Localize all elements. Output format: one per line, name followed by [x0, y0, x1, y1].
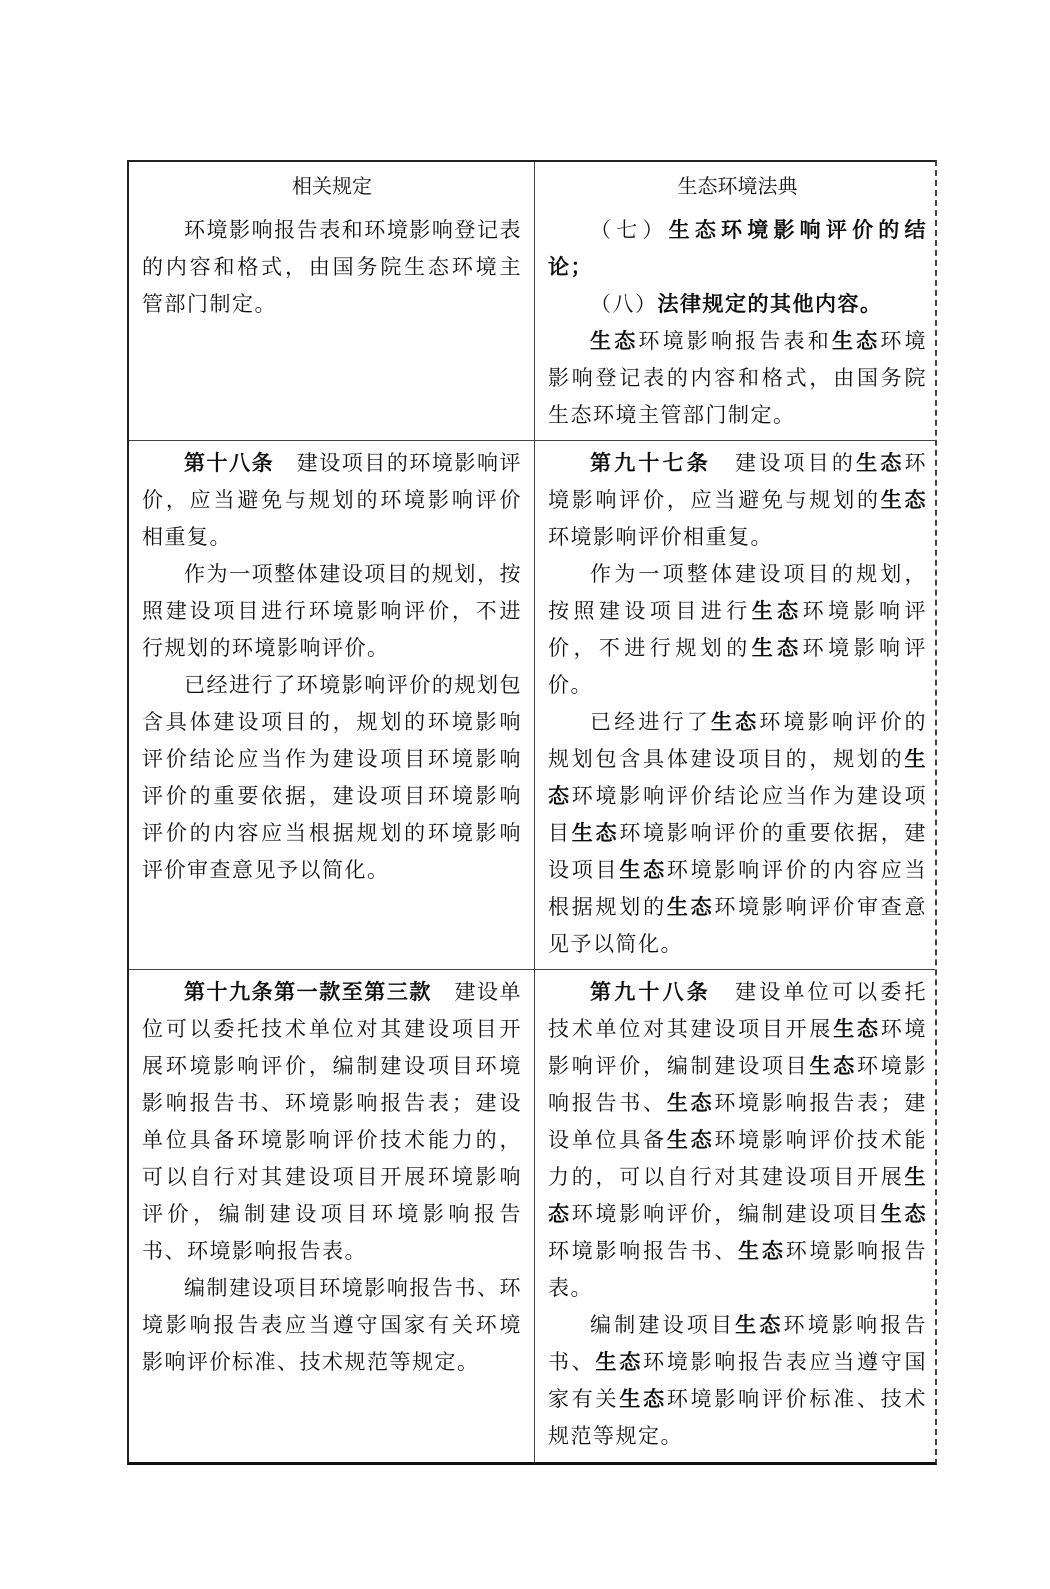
text: 环境影响登记表的内容和格式，由国务院生态环境主管部门制定。	[548, 329, 928, 427]
bold-text: 生态	[571, 821, 620, 845]
paragraph	[548, 323, 927, 434]
text: （八）	[590, 292, 658, 316]
bold-text: 第九十八条	[590, 980, 711, 1004]
bold-text: 生态	[710, 710, 760, 734]
text: 环境影响报告书、	[548, 1239, 739, 1263]
text: 环境影响评价，编制建设项目	[571, 1202, 881, 1226]
text: 已经进行了	[590, 710, 711, 734]
paragraph	[548, 212, 927, 286]
bold-text: 生态	[590, 329, 639, 353]
table-header-row	[129, 162, 935, 208]
text: 环境影响报告书、	[548, 1054, 928, 1115]
related-provisions-cell	[129, 208, 534, 440]
text: 环境影响评价的内容应当根据规划的	[548, 858, 928, 919]
text: 环境影响评价，编制建设项目	[548, 1017, 928, 1078]
text: 环境影响评价，应当避免与规划的	[548, 451, 928, 512]
text: 环境影响报告表；建设单位具备	[548, 1091, 928, 1152]
table-row	[129, 969, 935, 1462]
paragraph	[548, 445, 927, 556]
paragraph	[142, 667, 522, 889]
text: 环境影响报告表。	[548, 1239, 928, 1300]
text: 环境影响评价结论应当作为建设项目	[548, 784, 928, 845]
comparison-table	[127, 160, 937, 1465]
text: 建设单位可以委托技术单位对其建设项目开展	[548, 980, 928, 1041]
paragraph	[548, 286, 927, 323]
eco-env-code-cell	[534, 970, 939, 1462]
text: 建设单位可以委托技术单位对其建设项目开展环境影响评价，编制建设项目环境影响报告书、环境影响报告表；建设单位具备环境影响评价技术能力的，可以自行对其建设项目开展环境影响评价，编制建设项目环境影响报告书、环境影响报告表。	[142, 980, 523, 1263]
text: 环境影响评价的重要依据，建设项目	[548, 821, 928, 882]
table-row	[129, 440, 935, 969]
related-provisions-cell	[129, 441, 534, 969]
bold-text: 生态	[666, 895, 715, 919]
bold-text: 生态	[548, 747, 927, 808]
bold-text: 生态	[856, 451, 905, 475]
bold-text: 生态	[751, 636, 803, 660]
bold-text: 第九十七条	[590, 451, 711, 475]
bold-text: 生态	[735, 1313, 784, 1337]
text: 环境影响报告表应当遵守国家有关	[548, 1350, 928, 1411]
bold-text: 法律规定的其他内容。	[657, 292, 883, 316]
text: 建设项目的	[710, 451, 857, 475]
bold-text: 生态	[619, 858, 667, 882]
bold-text: 生态	[666, 1091, 715, 1115]
text: 环境影响评价相重复。	[548, 525, 773, 549]
text: 建设项目的环境影响评价，应当避免与规划的环境影响评价相重复。	[142, 451, 523, 549]
paragraph	[142, 445, 522, 556]
paragraph	[142, 974, 522, 1270]
bold-text: 生态	[833, 1017, 881, 1041]
text: 环境影响评价的规划包含具体建设项目的，规划的	[548, 710, 928, 771]
text: 环境影响评价。	[548, 636, 928, 697]
paragraph	[142, 1270, 522, 1381]
eco-env-code-cell	[534, 208, 939, 440]
table-body	[129, 208, 935, 1462]
text: 已经进行了环境影响评价的规划包含具体建设项目的，规划的环境影响评价结论应当作为建设项目环境影响评价的重要依据，建设项目环境影响评价的内容应当根据规划的环境影响评价审查意见予以简化。	[142, 673, 522, 882]
bold-text: 生态	[738, 1239, 786, 1263]
bold-text: 生态	[880, 1202, 928, 1226]
text: 编制建设项目	[590, 1313, 736, 1337]
bold-text: 生态环境影响评价的结论；	[548, 218, 927, 279]
related-provisions-cell	[129, 970, 534, 1462]
bold-text: 生态	[880, 488, 928, 512]
paragraph	[548, 556, 927, 704]
paragraph	[548, 1307, 927, 1455]
bold-text: 第十八条	[184, 451, 275, 475]
paragraph	[548, 704, 927, 963]
text: 作为一项整体建设项目的规划，按照建设项目进行环境影响评价，不进行规划的环境影响评价。	[142, 562, 522, 660]
text: 作为一项整体建设项目的规划，按照建设项目进行	[548, 562, 927, 623]
bold-text: 生态	[809, 1054, 857, 1078]
header-eco-env-code: 生态环境法典	[534, 162, 939, 208]
text: 编制建设项目环境影响报告书、环境影响报告表应当遵守国家有关环境影响评价标准、技术规范等规定。	[142, 1276, 522, 1374]
table-row	[129, 208, 935, 440]
header-related-provisions: 相关规定	[292, 173, 372, 198]
bold-text: 生态	[751, 599, 803, 623]
paragraph	[548, 974, 927, 1307]
paragraph	[142, 212, 522, 323]
text: 环境影响报告表和	[638, 329, 832, 353]
bold-text: 第十九条第一款至第三款	[184, 980, 432, 1004]
text: 环境影响评价技术能力的，可以自行对其建设项目开展	[548, 1128, 928, 1189]
text: 环境影响评价审查意见予以简化。	[548, 895, 928, 956]
text: （七）	[590, 218, 669, 242]
bold-text: 生态	[619, 1387, 667, 1411]
paragraph	[142, 556, 522, 667]
text: 环境影响报告表和环境影响登记表的内容和格式，由国务院生态环境主管部门制定。	[142, 218, 522, 316]
text: 环境影响评价标准、技术规范等规定。	[548, 1387, 928, 1448]
eco-env-code-cell	[534, 441, 939, 969]
bold-text: 生态	[595, 1350, 644, 1374]
text: 环境影响评价，不进行规划的	[548, 599, 928, 660]
bold-text: 生态	[831, 329, 881, 353]
bold-text: 生态	[666, 1128, 715, 1152]
text: 环境影响报告书、	[548, 1313, 928, 1374]
bold-text: 生态	[548, 1165, 927, 1226]
